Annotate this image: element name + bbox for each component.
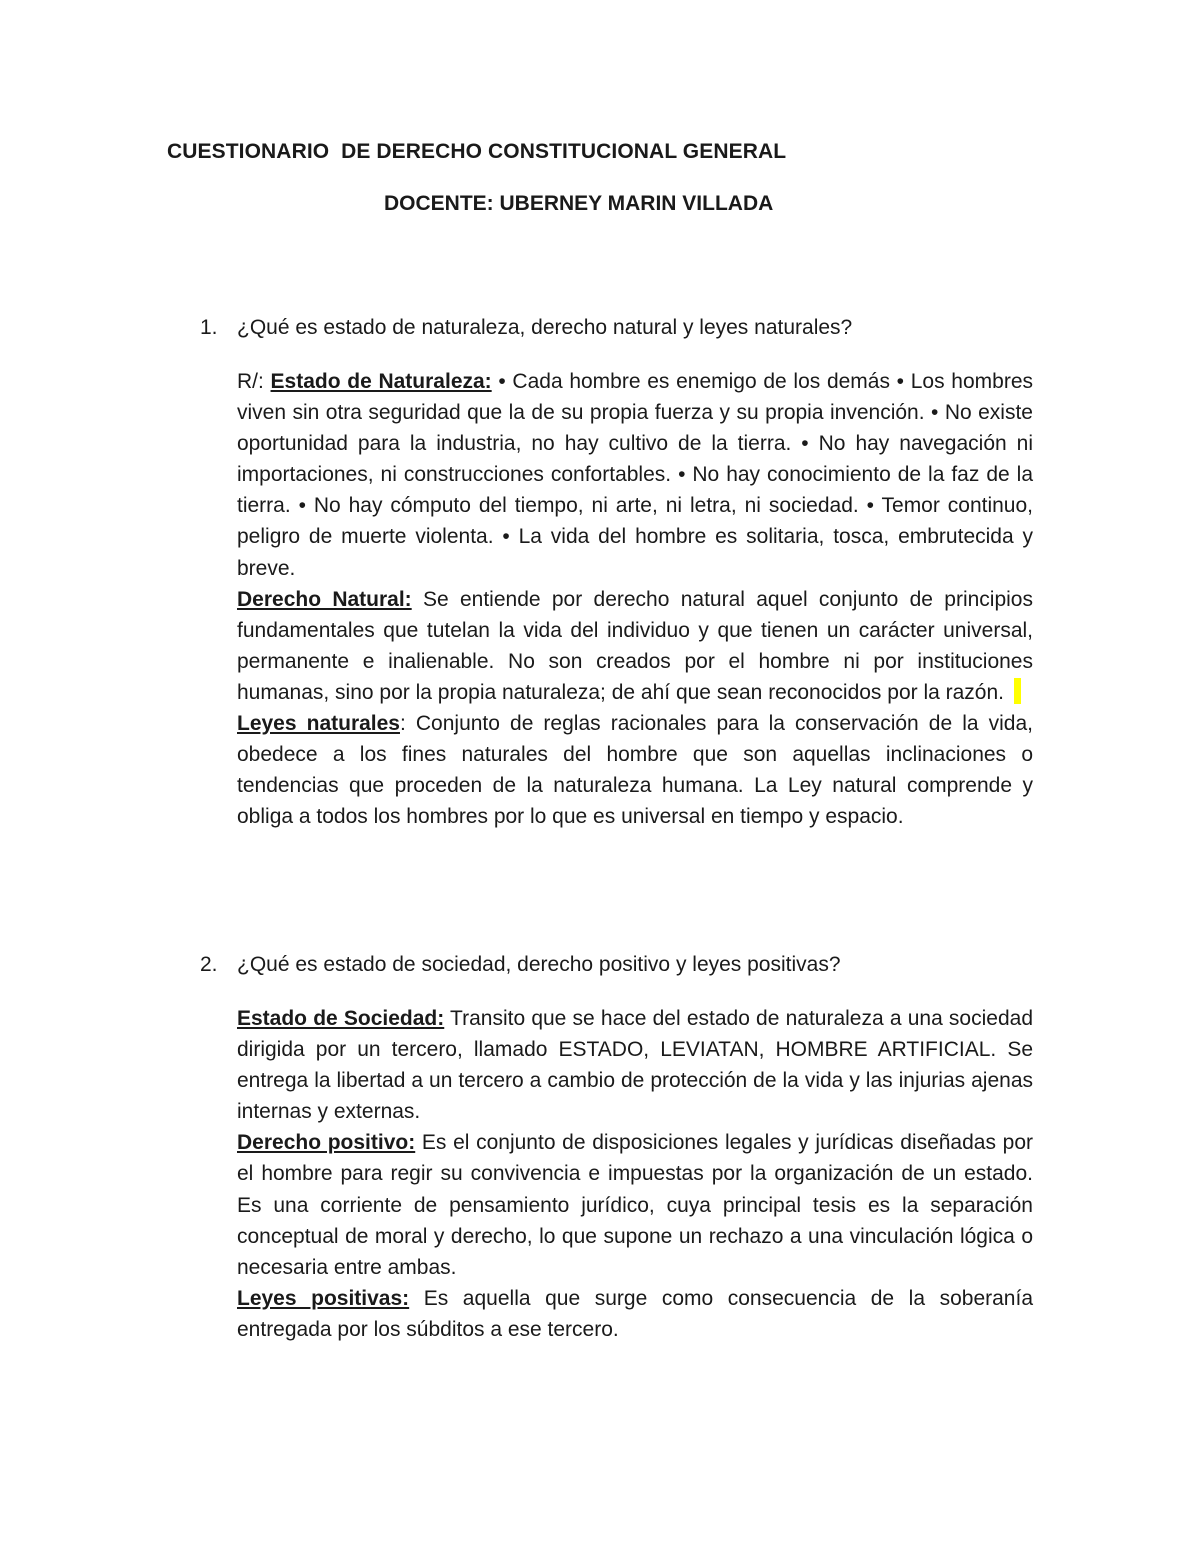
answer-block <box>237 1003 1033 1345</box>
question-text: ¿Qué es estado de sociedad, derecho positivo y leyes positivas? <box>237 953 841 976</box>
term-leyes-positivas: Leyes positivas: <box>237 1286 410 1310</box>
answer-paragraph <box>237 1127 1033 1282</box>
term-derecho-positivo: Derecho positivo: <box>237 1131 416 1155</box>
answer-paragraph <box>237 708 1033 832</box>
question-number: 1. <box>200 316 218 339</box>
term-estado-de-naturaleza: Estado de Naturaleza: <box>270 370 492 393</box>
highlight-mark <box>1014 678 1021 704</box>
term-leyes-naturales: Leyes naturales <box>237 712 400 736</box>
question-number: 2. <box>200 953 218 976</box>
answer-paragraph <box>237 584 1033 708</box>
answer-paragraph <box>237 366 1033 584</box>
definition-text: Transito que se hace del estado de naturaleza a una sociedad dirigida por un tercero, llamado ESTADO, LEVIATAN, HOMBRE ARTIFICIAL. Se entrega la libertad a un tercero a cambio de protección de la vida y las injurias ajenas internas y externas. <box>237 1007 1033 1124</box>
term-estado-de-sociedad: Estado de Sociedad: <box>237 1007 445 1030</box>
answer-prefix: R/: <box>237 370 271 393</box>
teacher-name: DOCENTE: UBERNEY MARIN VILLADA <box>384 192 774 215</box>
definition-text: • Cada hombre es enemigo de los demás • Los hombres viven sin otra seguridad que la de su propia fuerza y su propia invención. • No existe oportunidad para la industria, no hay cultivo de la tierra. • No hay navegación ni importaciones, ni construcciones confortables. • No hay conocimiento de la faz de la tierra. • No hay cómputo del tiempo, ni arte, ni letra, ni sociedad. • Temor continuo, peligro de muerte violenta. • La vida del hombre es solitaria, tosca, embrutecida y breve. <box>237 370 1033 580</box>
definition-text: : Conjunto de reglas racionales para la conservación de la vida, obedece a los fines naturales del hombre que son aquellas inclinaciones o tendencias que proceden de la naturaleza humana. La Ley natural comprende y obliga a todos los hombres por lo que es universal en tiempo y espacio. <box>237 712 1033 829</box>
answer-block <box>237 366 1033 832</box>
answer-paragraph <box>237 1283 1033 1345</box>
definition-text: Es aquella que surge como consecuencia de la soberanía entregada por los súbditos a ese tercero. <box>237 1286 1033 1341</box>
answer-paragraph <box>237 1003 1033 1127</box>
definition-text: Se entiende por derecho natural aquel conjunto de principios fundamentales que tutelan la vida del individuo y que tienen un carácter universal, permanente e inalienable. No son creados por el hombre ni por instituciones humanas, sino por la propia naturaleza; de ahí que sean reconocidos por la razón. <box>237 587 1033 704</box>
definition-text: Es el conjunto de disposiciones legales y jurídicas diseñadas por el hombre para regir su convivencia e impuestas por la organización de un estado. Es una corriente de pensamiento jurídico, cuya principal tesis es la separación conceptual de moral y derecho, lo que supone un rechazo a una vinculación lógica o necesaria entre ambas. <box>237 1131 1034 1279</box>
question-text: ¿Qué es estado de naturaleza, derecho natural y leyes naturales? <box>237 316 853 339</box>
document-title: CUESTIONARIO DE DERECHO CONSTITUCIONAL GENERAL <box>167 140 787 163</box>
term-derecho-natural: Derecho Natural: <box>237 587 412 611</box>
